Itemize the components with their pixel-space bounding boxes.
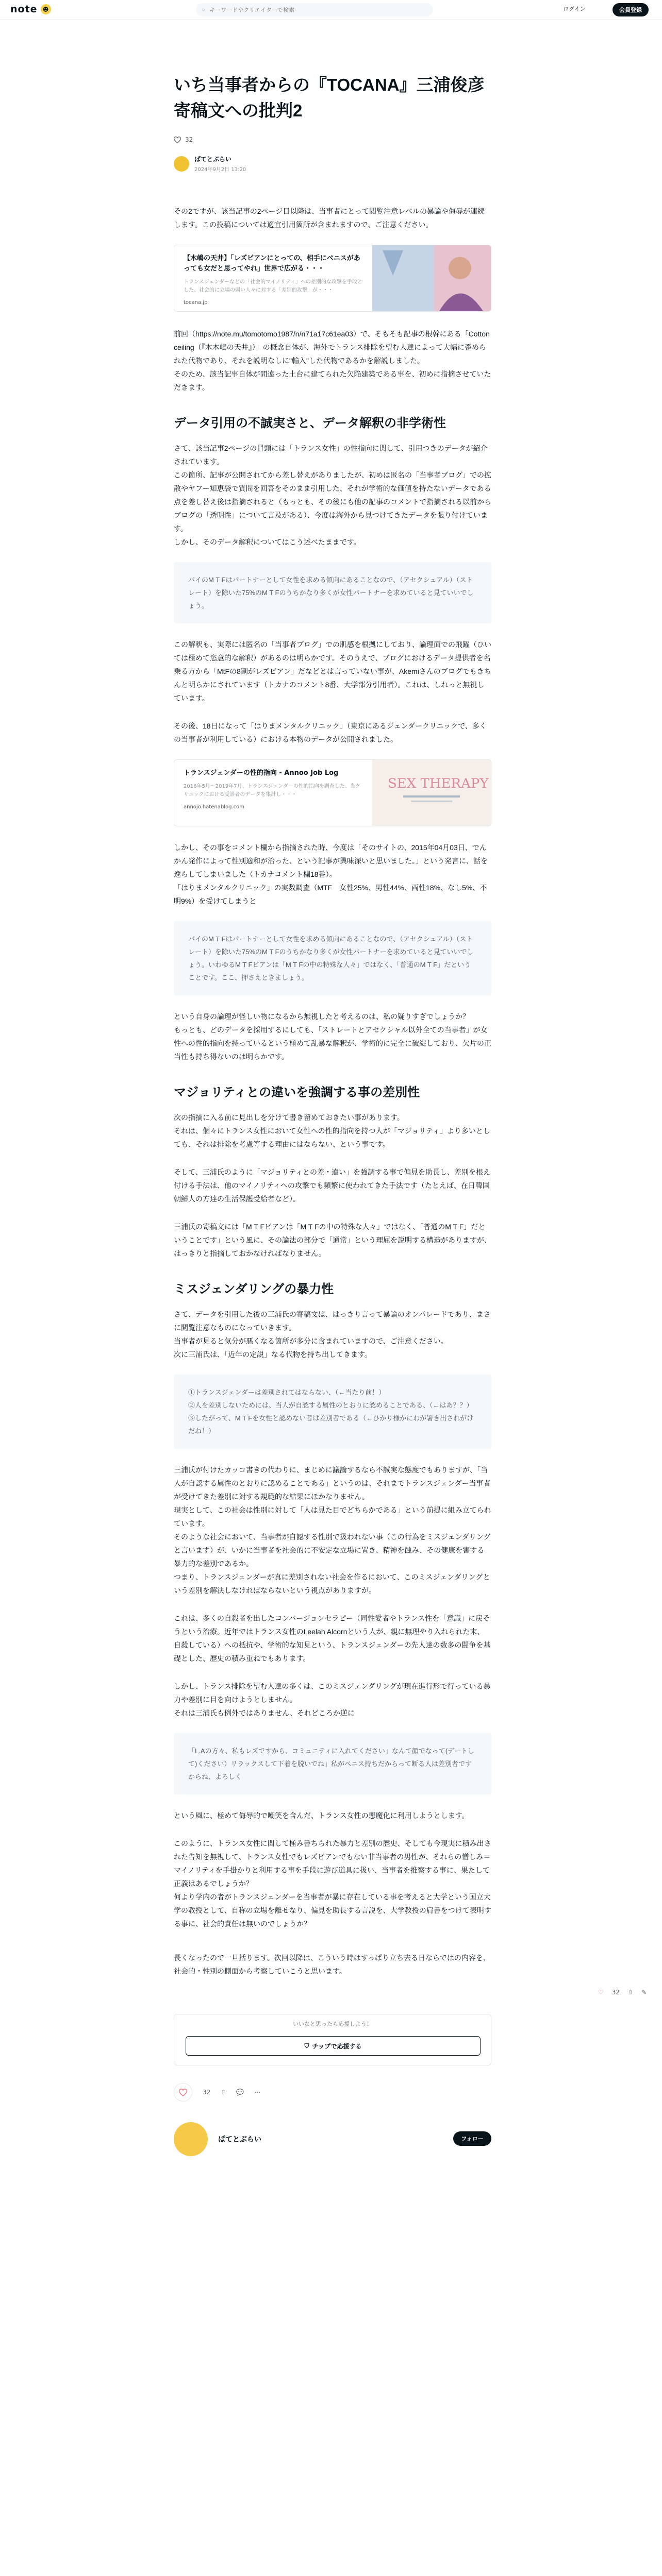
author-info bbox=[174, 155, 491, 173]
paragraph-10: という自身の論理が怪しい物になるから無視したと考えるのは、私の疑りすぎでしょうか？ bbox=[174, 1012, 470, 1021]
blockquote-4: 「L.Aの方々、私もレズですから、コミュニティに入れてください」なんて顔でなって(デートして)ください）リラックスして下着を脱いでね」私がペニス持ちだからって断る人は差別者ですからね、よろしく bbox=[174, 1733, 491, 1794]
like-summary bbox=[174, 136, 491, 143]
signup-button[interactable]: 会員登録 bbox=[613, 3, 649, 16]
blockquote-3: ①トランスジェンダーは差別されてはならない、（←当たり前！） ②人を差別しないためには、当人が自認する属性のとおりに認めることである、（←はあ？？） ③したがって、M T Fを女性と認めない者は差別者である（←ひかり様かにわが署き出されがけだね！） bbox=[174, 1375, 491, 1449]
card-title: 【木嶋の天井】「レズビアンにとっての、相手にペニスがあっても女だと思ってやれ」世界で広がる・・・ bbox=[184, 255, 360, 273]
blockquote-1: パイのM T Fはパートナーとして女性を求める傾向にあることなので、（アセクシュアル）（ストレート）を除いた75%のM T Fのうちかなり多くが女性パートナーを求めていると見ていいでしょう。 bbox=[174, 562, 491, 623]
paragraph-6: この解釈も、実際には匿名の「当事者ブログ」での肌感を根拠にしており、論理面での飛躍（ひいては極めて恣意的な解釈）があるのは明らかです。そのうえで、ブログにおけるデータ提供者を名乗る方から「MtFの8割がレズビアン」だなどとは言っていない事が、Akemiさんのブログでもきちんと明らかにされています（トカナのコメント8番、大学部分引用者）。これは、しれっと無視しています。 bbox=[174, 640, 491, 702]
footer-author-avatar[interactable] bbox=[174, 2122, 208, 2156]
global-header bbox=[0, 0, 662, 20]
like-count: 32 bbox=[203, 2089, 211, 2096]
paragraph-1: 前回（https://note.mu/tomotomo1987/n/n71a17c61ea03）で、そもそも記事の根幹にある「Cotton ceiling（『木木嶋の天井』）」の概念自体が、海外でトランス排除を望む人達によって大幅に歪められた代物であり、それを説明なしに"輸入"した代物であるかを解説しました。 bbox=[174, 330, 490, 365]
footer-author-name[interactable]: ぱてとぶらい bbox=[218, 2136, 261, 2144]
publish-date: 2024年9月2日 13:20 bbox=[194, 167, 246, 173]
card-description: 2016年5月〜2019年7月、トランスジェンダーの性的指向を調査した、当クリニックにおける受診者のデータを集計し・・・ bbox=[184, 784, 360, 798]
paragraph-27: このように、トランス女性に関して極み書ちられた暴力と差別の歴史、そしても今現実に積み出された告知を無視して、トランス女性でもレズビアンでもない非当事者の男性が、それらの憎しみ＝マイノリティを手掛かりと利用する事を手段に遊び道具に扱い、当事者を推察する事に、果たして正義はあるでしょうか？ bbox=[174, 1839, 491, 1888]
floating-like-count: 32 bbox=[611, 1989, 620, 1996]
footer-author bbox=[174, 2121, 491, 2157]
note-logo[interactable] bbox=[10, 4, 51, 15]
floating-comment-icon[interactable]: ✎ bbox=[641, 1989, 647, 1996]
author-name[interactable]: ぱてとぶらい bbox=[194, 156, 232, 163]
card-text bbox=[174, 760, 372, 826]
paragraph-13: それは、個々にトランス女性において女性への性的指向を持つ人が「マジョリティ」より多いとしても、それは排除を考慮等する理由にはならない、という事です。 bbox=[174, 1127, 490, 1148]
article-title: いち当事者からの『TOCANA』三浦俊彦寄稿文への批判2 bbox=[174, 75, 485, 120]
logo-badge-icon: ☻ bbox=[41, 4, 51, 14]
paragraph-18: 次に三浦氏は、「近年の定説」なる代物を持ち出してきます。 bbox=[174, 1350, 372, 1359]
tip-button[interactable] bbox=[186, 2036, 481, 2056]
section-heading-misgendering: ミスジェンダリングの暴力性 bbox=[174, 1282, 334, 1296]
card-thumbnail bbox=[372, 760, 491, 826]
paragraph-8: しかし、その事をコメント欄から指摘された時、今度は「そのサイトの、2015年04月03日、でんかん発作によって性別適和が治った、という記事が興味深いと思いました。」という発言に、話を逸らしてしまいました（トカナコメント欄18番）。 bbox=[174, 843, 488, 878]
floating-actions bbox=[598, 1989, 647, 1996]
section-heading-data: データ引用の不誠実さと、データ解釈の非学術性 bbox=[174, 416, 446, 430]
paragraph-9: 「はりまメンタルクリニック」の実数調査（MTF 女性25%、男性44%、両性18%、なし5%、不明9%）を受けてしまうと bbox=[174, 884, 487, 905]
like-count: 32 bbox=[185, 136, 193, 143]
paragraph-2: そのため、該当記事自体が間違った土台に建てられた欠陥建築である事を、初めに指摘させていただきます。 bbox=[174, 370, 491, 392]
paragraph-21: そのような社会において、当事者が自認する性別で扱われない事（この行為をミスジェンダリングと言います）が、いかに当事者を社会的に不安定な立場に置き、精神を蝕み、その健康を害する暴力的な差別であるか。 bbox=[174, 1533, 491, 1568]
tip-icon: ⛉ bbox=[304, 2042, 309, 2049]
paragraph-17: 当事者が見ると気分が悪くなる箇所が多分に含まれていますので、ご注意ください。 bbox=[174, 1337, 448, 1345]
paragraph-15: 三浦氏の寄稿文には「M T Fビアンは「M T Fの中の特殊な人々」ではなく、「普通のM T F」だということです」という風に、その論法の部分で「通常」という理屈を説明する構造がありますが、はっきりと指摘しておかなければなりません。 bbox=[174, 1223, 491, 1258]
paragraph-11: もっとも、どのデータを採用するにしても、「ストレートとアセクシャル以外全ての当事者」が女性への性的指向を持っているという極めて乱暴な解釈が、学術的に完全に破綻しており、欠片の正当性も持ち得ないのは明らかです。 bbox=[174, 1026, 491, 1061]
login-link[interactable]: ログイン bbox=[563, 6, 586, 12]
support-message: いいなと思ったら応援しよう！ bbox=[293, 2021, 372, 2027]
like-button[interactable] bbox=[174, 2083, 192, 2102]
paragraph-28: 何より学内の者がトランスジェンダーを当事者が暴に存在している事を考えると大学という国立大学の教授として、自称の立場を離せなり、偏見を助長する言説を、大学教授の肩書をつけて表明する事に、社会的責任は無いのでしょうか？ bbox=[174, 1893, 491, 1928]
floating-heart-icon[interactable]: ♡ bbox=[598, 1989, 604, 1996]
heart-icon[interactable] bbox=[174, 137, 181, 143]
paragraph-23: これは、多くの自殺者を出したコンバージョンセラピー（同性愛者やトランス性を「意識」に戻そうという治療。近年ではトランス女性のLeelah Alcornという人が、親に無理やり入れられた末、自殺している）への抵抗や、学術的な知見という、トランスジェンダーの先人達の数多の闘争を基礎とした、歴史の積み重ねでもあります。 bbox=[174, 1614, 491, 1663]
floating-share-icon[interactable]: ⇧ bbox=[628, 1989, 634, 1996]
section-heading-majority: マジョリティとの違いを強調する事の差別性 bbox=[174, 1086, 420, 1099]
search-icon: ⌕ bbox=[202, 6, 206, 13]
author-avatar[interactable] bbox=[174, 156, 189, 172]
tip-button-label: チップで応援する bbox=[312, 2042, 362, 2050]
support-box bbox=[174, 2014, 491, 2065]
card-description: トランスジェンダーなどの「社会的マイノリティ」への差別的な攻撃を手段とした、社会的に立場の弱い人々に対する「差別的攻撃」が・・・ bbox=[184, 279, 362, 293]
share-icon[interactable]: ⇧ bbox=[221, 2089, 226, 2096]
logo-text: note bbox=[10, 4, 38, 15]
heart-icon bbox=[179, 2089, 187, 2096]
blockquote-2: バイのM T Fはパートナーとして女性を求める傾向にあることなので、（アセクシュアル）（ストレート）を除いた75%のM T Fのうちかなり多くが女性パートナーを求めていると見ていいでしょう。いわゆるM T Fビアンは「M T Fの中の特殊な人々」ではなく、「普通のM T F」だということです。ここ、押さえときましょう。 bbox=[174, 921, 491, 995]
paragraph-3: さて、該当記事2ページの冒頭には「トランス女性」の性指向に関して、引用つきのデータが紹介されています。 bbox=[174, 444, 488, 466]
paragraph-22: つまり、トランスジェンダーが真に差別されない社会を作るにおいて、このミスジェンダリングという差別を解決しなければならないという視点がありますが。 bbox=[174, 1573, 490, 1595]
card-thumbnail bbox=[372, 245, 491, 311]
paragraph-5: しかし、そのデータ解釈についてはこう述べたままです。 bbox=[174, 538, 361, 546]
article bbox=[174, 72, 491, 2157]
paragraph-14: そして、三浦氏のように「マジョリティとの差・違い」を強調する事で偏見を助長し、差別を根え付ける手法は、他のマイノリティへの攻撃でも頻繁に使われてきた手法です（たとえば、在日韓国朝鮮人の方達の生活保護受給者など）。 bbox=[174, 1168, 491, 1203]
paragraph-29: 長くなったので一旦括ります。次回以降は、こういう時はすっぱり立ち去る日ならではの内容を、社会的・性別の側面から考察していこうと思います。 bbox=[174, 1954, 490, 1975]
link-card-tocana[interactable] bbox=[174, 245, 491, 312]
paragraph-16: さて、データを引用した後の三浦氏の寄稿文は、はっきり言って暴論のオンパレードであり、まさに閲覧注意なものになっていきます。 bbox=[174, 1310, 491, 1332]
card-domain: tocana.jp bbox=[184, 300, 208, 306]
link-card-annojo[interactable] bbox=[174, 759, 491, 826]
card-title: トランスジェンダーの性的指向 - Annoo Job Log bbox=[184, 769, 339, 777]
intro-paragraph: その2ですが、該当記事の2ページ目以降は、当事者にとって閲覧注意レベルの暴論や侮辱が連続します。この投稿については適宜引用箇所が含まれますので、ご注意ください。 bbox=[174, 207, 485, 229]
more-icon[interactable]: ⋯ bbox=[254, 2089, 261, 2096]
card-text bbox=[174, 245, 372, 311]
comment-icon[interactable]: 💬 bbox=[236, 2089, 244, 2096]
svg-text:SEX THERAPY: SEX THERAPY bbox=[388, 776, 489, 792]
paragraph-19: 三浦氏が付けたカッコ書きの代わりに、まじめに議論するなら不誠実な態度でもありますが、「当人が自認する属性のとおりに認めることである」というのは、それまでトランスジェンダー当事者が受けてきた差別に対する規範的な結果にほかなりません。 bbox=[174, 1466, 491, 1501]
search-box[interactable] bbox=[196, 3, 433, 16]
paragraph-24: しかし、トランス排除を望む人達の多くは、このミスジェンダリングが現在進行形で行っている暴力や差別に目を向けようとしません。 bbox=[174, 1682, 491, 1704]
paragraph-26: という風に、極めて侮辱的で嘲笑を含んだ、トランス女性の悪魔化に利用しようとします。 bbox=[174, 1811, 469, 1820]
paragraph-4: この箇所、記事が公開されてから差し替えがありましたが、初めは匿名の「当事者ブログ」での拡散やヤフー知恵袋で質問を回答をそのまま引用した、それが学術的な価値を持たないデータである点を差し替え後は指摘されると（もっとも、その後にも他の記事のコメントで指摘される以前からブログの「透明性」について言及がある）、今度は海外から見つけてきたデータを張り付けています。 bbox=[174, 471, 491, 533]
paragraph-7: その後、18日になって「はりまメンタルクリニック」（東京にあるジェンダークリニックで、多くの当事者が利用している）における本物のデータが公開されました。 bbox=[174, 722, 487, 743]
paragraph-20: 現実として、この社会は性別に対して「人は見た目でどちらかである」という前提に組み立てられています。 bbox=[174, 1506, 491, 1528]
paragraph-12: 次の指摘に入る前に見出しを分けて書き留めておきたい事があります。 bbox=[174, 1113, 404, 1122]
card-domain: annojo.hatenablog.com bbox=[184, 804, 244, 810]
article-actions bbox=[174, 2083, 491, 2102]
search-input[interactable] bbox=[209, 7, 416, 13]
follow-button[interactable]: フォロー bbox=[453, 2131, 491, 2146]
paragraph-25: それは三浦氏も例外ではありません、それどころか逆に bbox=[174, 1709, 355, 1717]
